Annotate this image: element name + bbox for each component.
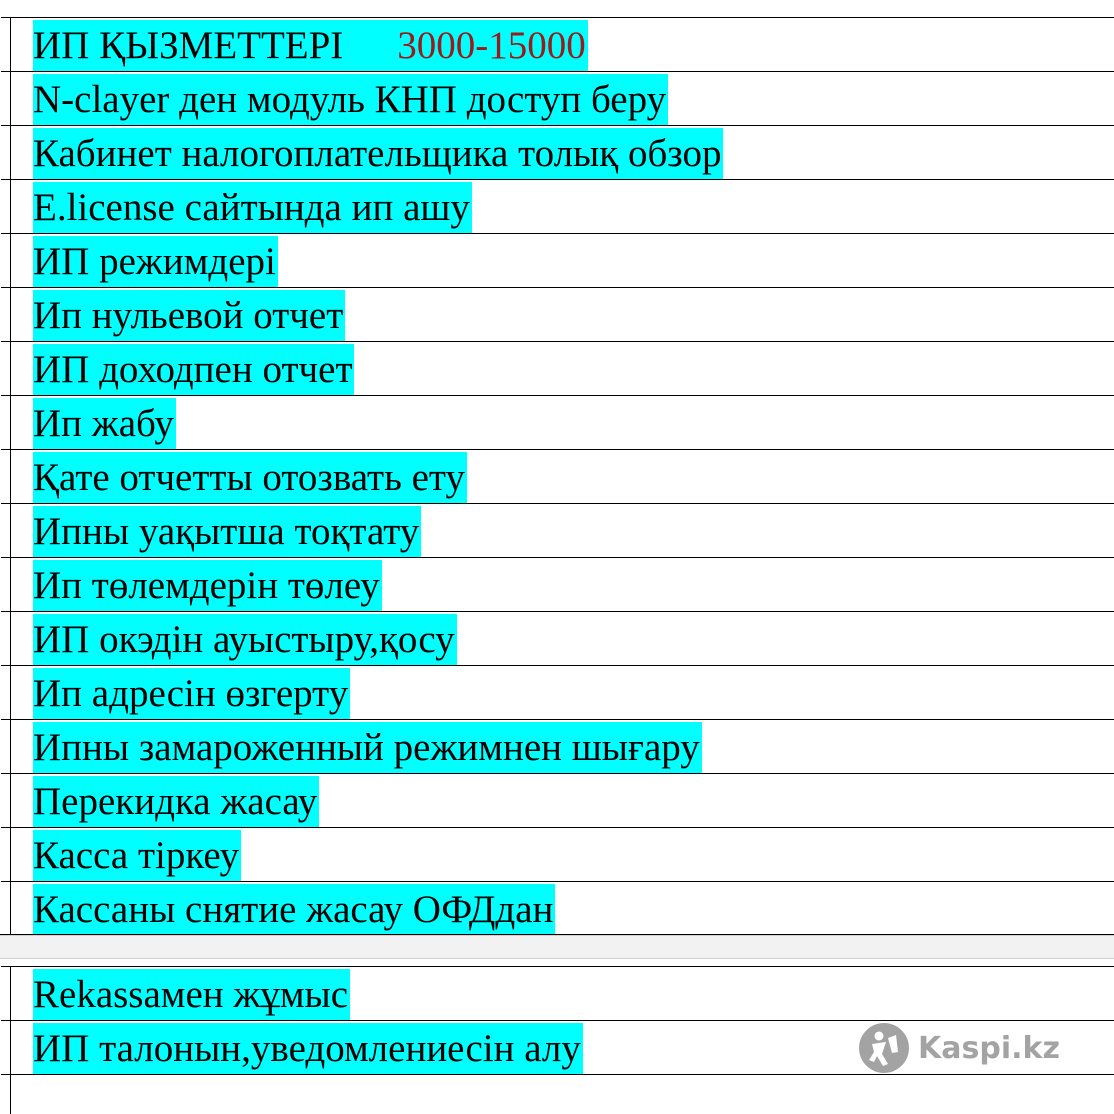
table-row bbox=[11, 665, 1114, 719]
watermark-text: Kaspi.kz bbox=[918, 1030, 1060, 1066]
table-row bbox=[11, 611, 1114, 665]
table-row bbox=[11, 773, 1114, 827]
service-item: Қате отчетты отозвать ету bbox=[33, 452, 467, 504]
service-item: Кассаны снятие жасау ОФДдан bbox=[33, 884, 555, 936]
service-item: Rekassaмен жұмыс bbox=[33, 969, 350, 1021]
service-item: Кабинет налогоплательщика толық обзор bbox=[33, 128, 723, 180]
service-item: Перекидка жасау bbox=[33, 776, 319, 828]
table-row-empty bbox=[11, 1074, 1114, 1114]
table-row bbox=[11, 881, 1114, 935]
table-row bbox=[11, 449, 1114, 503]
service-item: E.license сайтында ип ашу bbox=[33, 182, 472, 234]
service-item: Ип нульевой отчет bbox=[33, 290, 345, 342]
table-row bbox=[11, 233, 1114, 287]
table-row bbox=[11, 966, 1114, 1020]
service-item: Ип төлемдерін төлеу bbox=[33, 560, 382, 612]
header-cell bbox=[33, 20, 588, 72]
kaspi-watermark bbox=[858, 1020, 1060, 1076]
services-table bbox=[10, 17, 1114, 935]
service-item: Ипны уақытша тоқтату bbox=[33, 506, 421, 558]
table-row bbox=[11, 71, 1114, 125]
service-item: Ип жабу bbox=[33, 398, 176, 450]
table-row bbox=[11, 341, 1114, 395]
table-row bbox=[11, 395, 1114, 449]
page-break bbox=[0, 935, 1114, 959]
service-item: ИП режимдері bbox=[33, 236, 278, 288]
table-row bbox=[11, 179, 1114, 233]
table-row bbox=[11, 557, 1114, 611]
header-row bbox=[11, 17, 1114, 71]
kaspi-logo-icon bbox=[858, 1022, 910, 1074]
header-title: ИП ҚЫЗМЕТТЕРІ bbox=[33, 24, 344, 67]
table-row bbox=[11, 125, 1114, 179]
service-item: N-clayer ден модуль КНП доступ беру bbox=[33, 74, 668, 126]
table-row bbox=[11, 719, 1114, 773]
service-item: ИП талонын,уведомлениесін алу bbox=[33, 1023, 583, 1075]
table-row bbox=[11, 503, 1114, 557]
service-item: ИП доходпен отчет bbox=[33, 344, 354, 396]
table-row bbox=[11, 287, 1114, 341]
service-item: Касса тіркеу bbox=[33, 830, 241, 882]
table-row bbox=[11, 827, 1114, 881]
service-item: Ипны замароженный режимнен шығару bbox=[33, 722, 702, 774]
header-price: 3000-15000 bbox=[397, 24, 586, 67]
service-item: Ип адресін өзгерту bbox=[33, 668, 350, 720]
service-item: ИП окэдін ауыстыру,қосу bbox=[33, 614, 457, 666]
